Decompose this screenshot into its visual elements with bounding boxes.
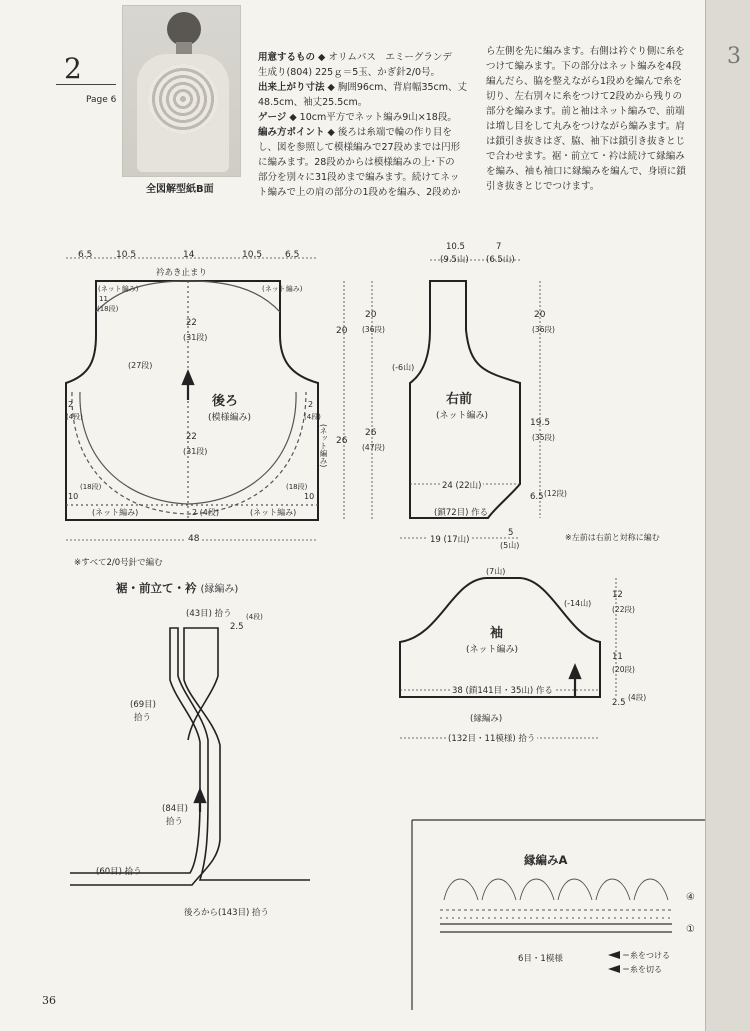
back-left-2: 2 — [68, 400, 74, 409]
sleeve-h-20: (20段) — [612, 665, 635, 674]
front-bottom-5-yama: (5山) — [500, 541, 520, 550]
col2-line-2: つけて編みます。下の部分はネット編みを4段 — [486, 61, 682, 72]
back-width-1: 6.5 — [78, 250, 93, 260]
back-center-22a: 22 — [186, 318, 197, 328]
pattern-number: 2 — [64, 52, 82, 85]
hem-pick-84: (84目) — [162, 804, 188, 814]
back-piece-outline — [66, 281, 318, 520]
back-width-3: 14 — [183, 250, 195, 260]
page-reference: Page 6 — [86, 95, 117, 105]
back-bottom-right-18: (18段) — [286, 483, 308, 491]
sleeve-top: (7山) — [486, 567, 506, 576]
back-center-31b: (31段) — [183, 447, 208, 456]
col2-line-5: 部分を編みます。前と袖はネット編みで、前端 — [486, 106, 685, 117]
points-line-5: ト編みで上の肩の部分の1段めを編み、2段めか — [258, 187, 461, 198]
front-top-10-5: 10.5 — [446, 242, 465, 252]
edging-repeat: 6目・1模様 — [518, 954, 563, 964]
back-subtitle: (模様編み) — [208, 413, 252, 423]
hem-pick-143: 後ろから(143目) 拾う — [184, 908, 270, 918]
back-width-5: 6.5 — [285, 250, 300, 260]
edging-row-4: ④ — [686, 892, 695, 903]
sleeve-subtitle: (ネット編み) — [466, 645, 519, 655]
back-bottom-right-10: 10 — [304, 492, 315, 501]
back-width-2: 10.5 — [116, 250, 137, 260]
back-center-31a: (31段) — [183, 333, 208, 342]
back-top-left-11: 11 — [99, 295, 108, 303]
back-center-22b: 22 — [186, 432, 197, 442]
back-right-2: 2 — [308, 400, 314, 409]
hem-2-5: 2.5 — [230, 622, 244, 632]
front-chain: (鎖72目) 作る — [434, 508, 489, 518]
col2-line-6: は増し目をして丸みをつけながら編みます。肩 — [486, 121, 685, 132]
left-front-note: ※左前は右前と対称に編む — [565, 533, 660, 542]
sleeve-h-22: (22段) — [612, 605, 635, 614]
front-top-7: 7 — [496, 242, 502, 252]
points-line-2: し、図を参照して模様編みで27段めまでは円形 — [258, 142, 461, 153]
front-bottom-19: 19 (17山) — [430, 535, 470, 545]
back-top-left-18: (18段) — [97, 305, 119, 313]
size-line-2: 48.5cm、袖丈25.5cm。 — [258, 97, 368, 108]
edging-row-1: ① — [686, 924, 695, 935]
front-h-6-5: 6.5 — [530, 492, 544, 502]
sleeve-h-12: 12 — [612, 590, 623, 600]
sleeve-h-2-5: 2.5 — [612, 698, 626, 708]
back-bottom-net-right: (ネット編み) — [250, 508, 297, 517]
hem-4-rows: (4段) — [246, 613, 263, 621]
front-height-20: 20 — [534, 310, 546, 320]
front-bottom-5: 5 — [508, 528, 514, 538]
col2-line-1: ら左側を先に編みます。右側は衿ぐり側に糸を — [486, 46, 685, 57]
front-height-19-5: 19.5 — [530, 418, 551, 428]
back-bottom-net-left: (ネット編み) — [92, 508, 139, 517]
hem-pick-43: (43目) 拾う — [186, 609, 232, 619]
neck-opening-label: 衿あき止まり — [156, 268, 208, 278]
back-bottom-left-18: (18段) — [80, 483, 102, 491]
sleeve-h-11: 11 — [612, 652, 623, 662]
sleeve-edge: (縁編み) — [470, 714, 503, 724]
back-title: 後ろ — [212, 394, 239, 409]
front-h-12: (12段) — [544, 489, 567, 498]
back-left-27: (27段) — [128, 361, 153, 370]
edging-title: 縁編みA — [524, 853, 568, 867]
back-height-20b: 20 — [365, 310, 377, 320]
back-height-26b: 26 — [365, 428, 377, 438]
back-left-4: (4段) — [66, 413, 83, 421]
front-width-24: 24 (22山) — [442, 481, 482, 491]
page-number: 36 — [42, 994, 56, 1007]
sleeve-chain: 38 (鎖141目・35山) 作る — [452, 686, 553, 696]
photo-caption: 全図解型紙B面 — [146, 184, 214, 195]
back-top-left-rows: (ネット編み) — [98, 285, 139, 293]
hem-pick-69-label: 拾う — [134, 713, 152, 723]
sleeve-minus-14: (-14山) — [564, 599, 592, 608]
materials-line-2: 生成り(804) 225ｇ＝5玉、かぎ針2/0号。 — [258, 67, 441, 78]
back-right-net: (ネット編み) — [319, 424, 328, 468]
size-line: 出来上がり寸法 ◆ 胸囲96cm、背肩幅35cm、丈 — [258, 82, 468, 93]
sleeve-pick: (132目・11模様) 拾う — [448, 734, 536, 744]
col2-line-4: 切り、左右別々に糸をつけて2段めから残りの — [486, 91, 683, 102]
back-height-36: (36段) — [362, 325, 385, 334]
col2-line-8: で合わせます。裾・前立て・衿は続けて縁編み — [486, 151, 685, 162]
next-page-edge — [705, 0, 750, 1031]
points-line-4: 部分を別々に31段めまで編みます。続けてネッ — [258, 172, 460, 183]
next-page-number: 3 — [727, 44, 741, 69]
back-width-4: 10.5 — [242, 250, 263, 260]
col2-line-10: 引き抜きとじでつけます。 — [486, 181, 600, 192]
sleeve-title: 袖 — [490, 626, 504, 641]
back-height-20: 20 — [336, 326, 348, 336]
legend-attach-yarn: ＝糸をつける — [622, 951, 670, 960]
front-subtitle: (ネット編み) — [436, 411, 489, 421]
col2-line-3: 編んだら、脇を整えながら1段めを編んで糸を — [486, 76, 683, 87]
gauge-line: ゲージ ◆ 10cm平方でネット編み9山×18段。 — [258, 112, 457, 123]
hem-pick-69: (69目) — [130, 700, 156, 710]
front-height-36: (36段) — [532, 325, 555, 334]
front-minus-6: (-6山) — [392, 363, 415, 372]
needle-note: ※すべて2/0号針で編む — [74, 558, 163, 568]
back-bottom-left-10: 10 — [68, 492, 79, 501]
sleeve-h-4: (4段) — [628, 693, 647, 702]
back-height-26: 26 — [336, 436, 348, 446]
materials-line: 用意するもの ◆ オリムパス エミーグランデ — [258, 52, 452, 63]
front-top-6-5: (6.5山) — [486, 255, 515, 265]
back-height-47: (47段) — [362, 443, 385, 452]
hem-pick-60: (60目) 拾う — [96, 867, 142, 877]
back-total-width: 48 — [185, 534, 202, 544]
hem-pick-84-label: 拾う — [166, 817, 184, 827]
hem-band-title: 裾・前立て・衿 (縁編み) — [116, 581, 239, 595]
hem-band-outline — [70, 628, 310, 880]
front-title: 右前 — [446, 392, 473, 407]
back-right-4: (4段) — [304, 413, 321, 421]
front-top-9-5: (9.5山) — [440, 255, 469, 265]
points-line-3: に編みます。28段めからは模様編みの上･下の — [258, 157, 455, 168]
col2-line-9: を編み、袖も袖口に縁編みを編んで、身頃に鎖 — [486, 166, 686, 177]
points-line-1: 編み方ポイント ◆ 後ろは糸端で輪の作り目を — [258, 127, 452, 138]
col2-line-7: は鎖引き抜きはぎ、脇、袖下は鎖引き抜きとじ — [486, 136, 686, 147]
legend-cut-yarn: ＝糸を切る — [622, 965, 662, 974]
front-height-35: (35段) — [532, 433, 555, 442]
back-bottom-center: 2 (4段) — [192, 508, 219, 517]
back-top-right-rows: (ネット編み) — [262, 285, 303, 293]
